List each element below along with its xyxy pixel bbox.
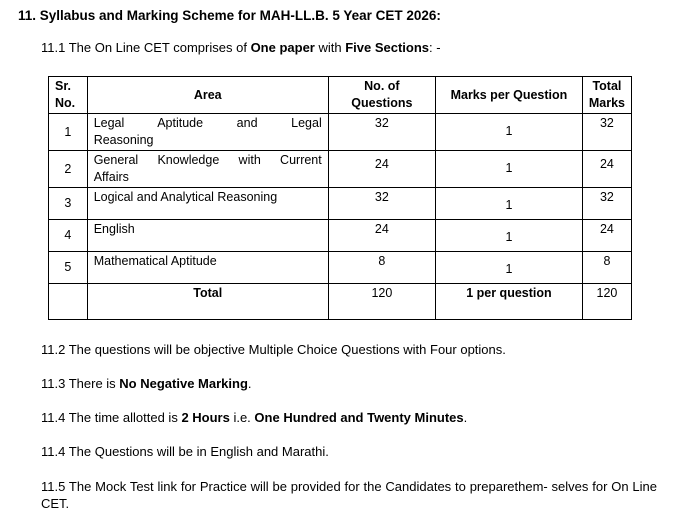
table-row [49, 220, 632, 252]
point-11-3-bold: No Negative Marking [119, 376, 248, 391]
cell-marks-per-value: 1 [505, 230, 513, 244]
cell-marks-per-value: 1 [505, 198, 513, 212]
intro-prefix: 11.1 The On Line CET comprises of [41, 40, 251, 55]
intro-mid: with [314, 40, 346, 55]
cell-total: 32 [582, 114, 631, 151]
point-11-5: 11.5 The Mock Test link for Practice will be provided for the Candidates to preparethem- selves for On Line CET. [41, 479, 657, 511]
cell-area-line2: Reasoning [93, 133, 154, 147]
point-11-4-bold-hours: 2 Hours [181, 410, 230, 425]
table-row [49, 252, 632, 284]
cell-marks-per [436, 252, 583, 284]
cell-marks-per-value: 1 [505, 262, 513, 276]
cell-area [87, 114, 328, 151]
cell-sr: 4 [49, 220, 88, 252]
cell-marks-per-value: 1 [505, 124, 513, 138]
point-11-3-suffix: . [247, 376, 252, 391]
cell-area-line1: Legal Aptitude and Legal [93, 116, 322, 130]
table-total-row [49, 284, 632, 320]
cell-area [87, 151, 328, 188]
table-row [49, 188, 632, 220]
cell-questions-value: 24 [374, 157, 389, 171]
cell-total-label: Total [87, 284, 328, 320]
cell-total [582, 151, 631, 188]
cell-questions: 24 [328, 220, 435, 252]
intro-suffix: : - [429, 40, 441, 55]
cell-total: 32 [582, 188, 631, 220]
header-sr-no: Sr. No. [49, 77, 88, 114]
cell-total: 24 [582, 220, 631, 252]
point-11-3-prefix: 11.3 There is [41, 376, 120, 391]
intro-bold-one-paper: One paper [250, 40, 315, 55]
section-heading: 11. Syllabus and Marking Scheme for MAH-LL.B. 5 Year CET 2026: [18, 8, 441, 23]
cell-area: Logical and Analytical Reasoning [87, 188, 328, 220]
cell-marks-per [436, 220, 583, 252]
cell-marks-per [436, 151, 583, 188]
point-11-4-mid: i.e. [229, 410, 255, 425]
point-11-4-suffix: . [463, 410, 468, 425]
table-row [49, 151, 632, 188]
point-11-4-language: 11.4 The Questions will be in English and Marathi. [41, 444, 329, 459]
cell-sr: 5 [49, 252, 88, 284]
header-area: Area [87, 77, 328, 114]
cell-questions: 32 [328, 188, 435, 220]
point-11-2: 11.2 The questions will be objective Multiple Choice Questions with Four options. [41, 342, 506, 357]
marking-scheme-table [48, 76, 632, 320]
cell-marks-per [436, 188, 583, 220]
cell-questions: 8 [328, 252, 435, 284]
cell-sr-empty [49, 284, 88, 320]
cell-total-value: 24 [599, 157, 614, 171]
cell-marks-per [436, 114, 583, 151]
header-no-of-questions: No. of Questions [328, 77, 435, 114]
cell-total-marks-per: 1 per question [436, 284, 583, 320]
cell-area-line2: Affairs [93, 170, 129, 184]
cell-total: 8 [582, 252, 631, 284]
point-11-3 [41, 376, 252, 391]
table-row [49, 114, 632, 151]
header-marks-per-question: Marks per Question [436, 77, 583, 114]
intro-bold-five-sections: Five Sections [345, 40, 430, 55]
table-header-row [49, 77, 632, 114]
cell-total-questions: 120 [328, 284, 435, 320]
cell-questions [328, 151, 435, 188]
point-11-4-prefix: 11.4 The time allotted is [41, 410, 182, 425]
header-total-marks: Total Marks [582, 77, 631, 114]
cell-total-marks: 120 [582, 284, 631, 320]
cell-sr: 2 [49, 151, 88, 188]
cell-questions: 32 [328, 114, 435, 151]
cell-area: Mathematical Aptitude [87, 252, 328, 284]
cell-area: English [87, 220, 328, 252]
cell-sr: 3 [49, 188, 88, 220]
point-11-4-bold-minutes: One Hundred and Twenty Minutes [254, 410, 464, 425]
cell-sr: 1 [49, 114, 88, 151]
cell-marks-per-value: 1 [505, 161, 513, 175]
intro-line [41, 40, 441, 55]
cell-area-line1: General Knowledge with Current [93, 153, 322, 167]
point-11-4 [41, 410, 467, 425]
